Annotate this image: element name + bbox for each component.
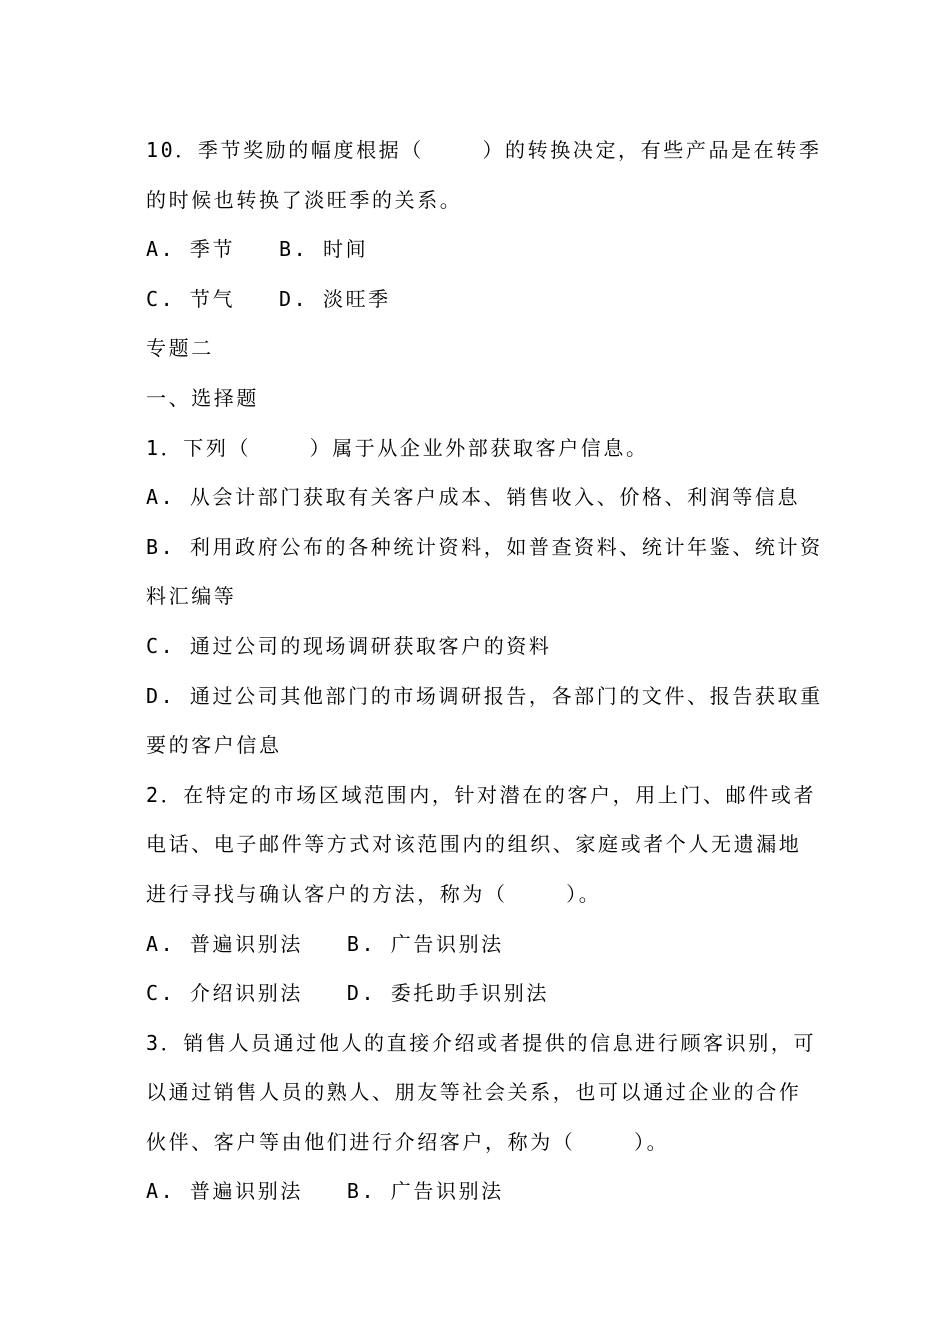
subsection-heading: 一、选择题 bbox=[146, 385, 259, 410]
document-body bbox=[146, 126, 823, 1217]
question-1-stem: 1．下列（ ）属于从企业外部获取客户信息。 bbox=[146, 435, 649, 460]
section-heading: 专题二 bbox=[146, 336, 214, 361]
question-1-option-a: A. 从会计部门获取有关客户成本、销售收入、价格、利润等信息 bbox=[146, 485, 801, 510]
question-3-stem-cont: 以通过销售人员的熟人、朋友等社会关系，也可以通过企业的合作 bbox=[146, 1080, 802, 1105]
question-2-options-cd: C. 介绍识别法 D. 委托助手识别法 bbox=[146, 981, 549, 1006]
question-10-options-cd: C. 节气 D. 淡旺季 bbox=[146, 286, 391, 311]
question-10-options-ab: A. 季节 B. 时间 bbox=[146, 237, 369, 262]
question-1-option-b: B. 利用政府公布的各种统计资料，如普查资料、统计年鉴、统计资 bbox=[146, 534, 823, 559]
question-2-stem: 2．在特定的市场区域范围内，针对潜在的客户，用上门、邮件或者 bbox=[146, 782, 817, 807]
question-3-options-ab: A. 普遍识别法 B. 广告识别法 bbox=[146, 1179, 504, 1204]
question-1-option-d: D. 通过公司其他部门的市场调研报告，各部门的文件、报告获取重 bbox=[146, 683, 823, 708]
question-3-stem: 3．销售人员通过他人的直接介绍或者提供的信息进行顾客识别，可 bbox=[146, 1030, 817, 1055]
question-3-stem-end: 伙伴、客户等由他们进行介绍客户，称为（ ）。 bbox=[146, 1129, 670, 1154]
question-10-stem: 10．季节奖励的幅度根据（ ）的转换决定，有些产品是在转季 bbox=[146, 138, 822, 162]
question-2-stem-end: 进行寻找与确认客户的方法，称为（ ）。 bbox=[146, 881, 602, 906]
question-1-option-d-cont: 要的客户信息 bbox=[146, 733, 282, 758]
question-1-option-b-cont: 料汇编等 bbox=[146, 584, 237, 609]
question-1-option-c: C. 通过公司的现场调研获取客户的资料 bbox=[146, 633, 552, 658]
question-2-options-ab: A. 普遍识别法 B. 广告识别法 bbox=[146, 931, 504, 956]
question-10-stem-cont: 的时候也转换了淡旺季的关系。 bbox=[146, 187, 463, 212]
question-2-stem-cont: 电话、电子邮件等方式对该范围内的组织、家庭或者个人无遗漏地 bbox=[146, 832, 802, 857]
